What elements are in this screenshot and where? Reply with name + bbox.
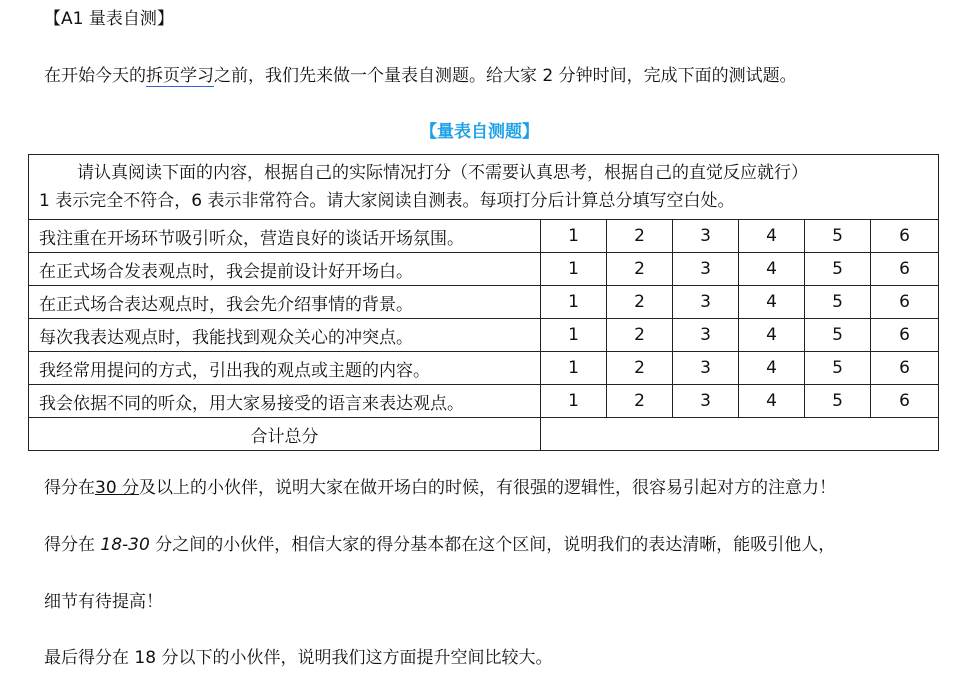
score-option-2[interactable]: 2: [607, 220, 673, 253]
score-option-1[interactable]: 1: [541, 319, 607, 352]
question-text: 在正式场合表达观点时，我会先介绍事情的背景。: [29, 286, 541, 319]
section-heading: 【A1 量表自测】: [44, 9, 174, 29]
score-option-3[interactable]: 3: [673, 286, 739, 319]
question-row: [29, 385, 939, 418]
score-option-4[interactable]: 4: [739, 319, 805, 352]
question-row: [29, 352, 939, 385]
score-option-1[interactable]: 1: [541, 286, 607, 319]
score-option-6[interactable]: 6: [871, 286, 939, 319]
score-option-6[interactable]: 6: [871, 319, 939, 352]
score-option-4[interactable]: 4: [739, 253, 805, 286]
question-text: 我注重在开场环节吸引听众，营造良好的谈话开场氛围。: [29, 220, 541, 253]
total-score-field[interactable]: [541, 418, 939, 451]
question-row: [29, 253, 939, 286]
self-test-table: [28, 154, 939, 451]
instruction-row: [29, 155, 939, 220]
result-low: 最后得分在 18 分以下的小伙伴，说明我们这方面提升空间比较大。: [44, 648, 553, 668]
result-high-threshold: 30 分: [95, 478, 140, 498]
score-option-2[interactable]: 2: [607, 253, 673, 286]
question-text: 我经常用提问的方式，引出我的观点或主题的内容。: [29, 352, 541, 385]
score-option-2[interactable]: 2: [607, 385, 673, 418]
result-high-after: 及以上的小伙伴，说明大家在做开场白的时候，有很强的逻辑性，很容易引起对方的注意力！: [139, 478, 837, 498]
total-label: 合计总分: [29, 418, 541, 451]
result-high-before: 得分在: [44, 478, 95, 498]
score-option-2[interactable]: 2: [607, 352, 673, 385]
score-option-6[interactable]: 6: [871, 385, 939, 418]
question-row: [29, 319, 939, 352]
score-option-1[interactable]: 1: [541, 352, 607, 385]
score-option-5[interactable]: 5: [805, 253, 871, 286]
question-row: [29, 286, 939, 319]
intro-paragraph: [44, 61, 797, 86]
score-option-3[interactable]: 3: [673, 253, 739, 286]
question-row: [29, 220, 939, 253]
result-mid-range: 18-30: [100, 535, 150, 555]
score-option-1[interactable]: 1: [541, 385, 607, 418]
score-option-4[interactable]: 4: [739, 220, 805, 253]
question-text: 每次我表达观点时，我能找到观众关心的冲突点。: [29, 319, 541, 352]
score-option-6[interactable]: 6: [871, 220, 939, 253]
result-mid-continued: 细节有待提高！: [44, 592, 163, 612]
score-option-5[interactable]: 5: [805, 286, 871, 319]
score-option-5[interactable]: 5: [805, 352, 871, 385]
result-mid-after: 分之间的小伙伴，相信大家的得分基本都在这个区间，说明我们的表达清晰，能吸引他人，: [149, 535, 836, 555]
score-option-6[interactable]: 6: [871, 352, 939, 385]
score-option-3[interactable]: 3: [673, 385, 739, 418]
score-option-3[interactable]: 3: [673, 352, 739, 385]
total-row: [29, 418, 939, 451]
score-option-4[interactable]: 4: [739, 286, 805, 319]
result-mid: [44, 530, 835, 555]
instruction-cell: [29, 155, 939, 220]
score-option-3[interactable]: 3: [673, 319, 739, 352]
score-option-2[interactable]: 2: [607, 286, 673, 319]
instruction-line-2: 1 表示完全不符合，6 表示非常符合。请大家阅读自测表。每项打分后计算总分填写空白处。: [39, 191, 735, 211]
score-option-1[interactable]: 1: [541, 253, 607, 286]
instruction-line-1: 请认真阅读下面的内容，根据自己的实际情况打分（不需要认真思考，根据自己的直觉反应就行）: [77, 163, 808, 183]
score-option-5[interactable]: 5: [805, 385, 871, 418]
score-option-5[interactable]: 5: [805, 319, 871, 352]
score-option-2[interactable]: 2: [607, 319, 673, 352]
score-option-5[interactable]: 5: [805, 220, 871, 253]
intro-link-underlined: 拆页学习: [146, 66, 214, 86]
question-text: 在正式场合发表观点时，我会提前设计好开场白。: [29, 253, 541, 286]
result-high: [44, 473, 836, 498]
score-option-1[interactable]: 1: [541, 220, 607, 253]
intro-text-before: 在开始今天的: [44, 66, 146, 86]
question-text: 我会依据不同的听众，用大家易接受的语言来表达观点。: [29, 385, 541, 418]
score-option-3[interactable]: 3: [673, 220, 739, 253]
score-option-6[interactable]: 6: [871, 253, 939, 286]
quiz-title: 【量表自测题】: [420, 122, 539, 142]
result-mid-before: 得分在: [44, 535, 101, 555]
score-option-4[interactable]: 4: [739, 385, 805, 418]
intro-text-after: 之前，我们先来做一个量表自测题。给大家 2 分钟时间，完成下面的测试题。: [214, 66, 797, 86]
score-option-4[interactable]: 4: [739, 352, 805, 385]
